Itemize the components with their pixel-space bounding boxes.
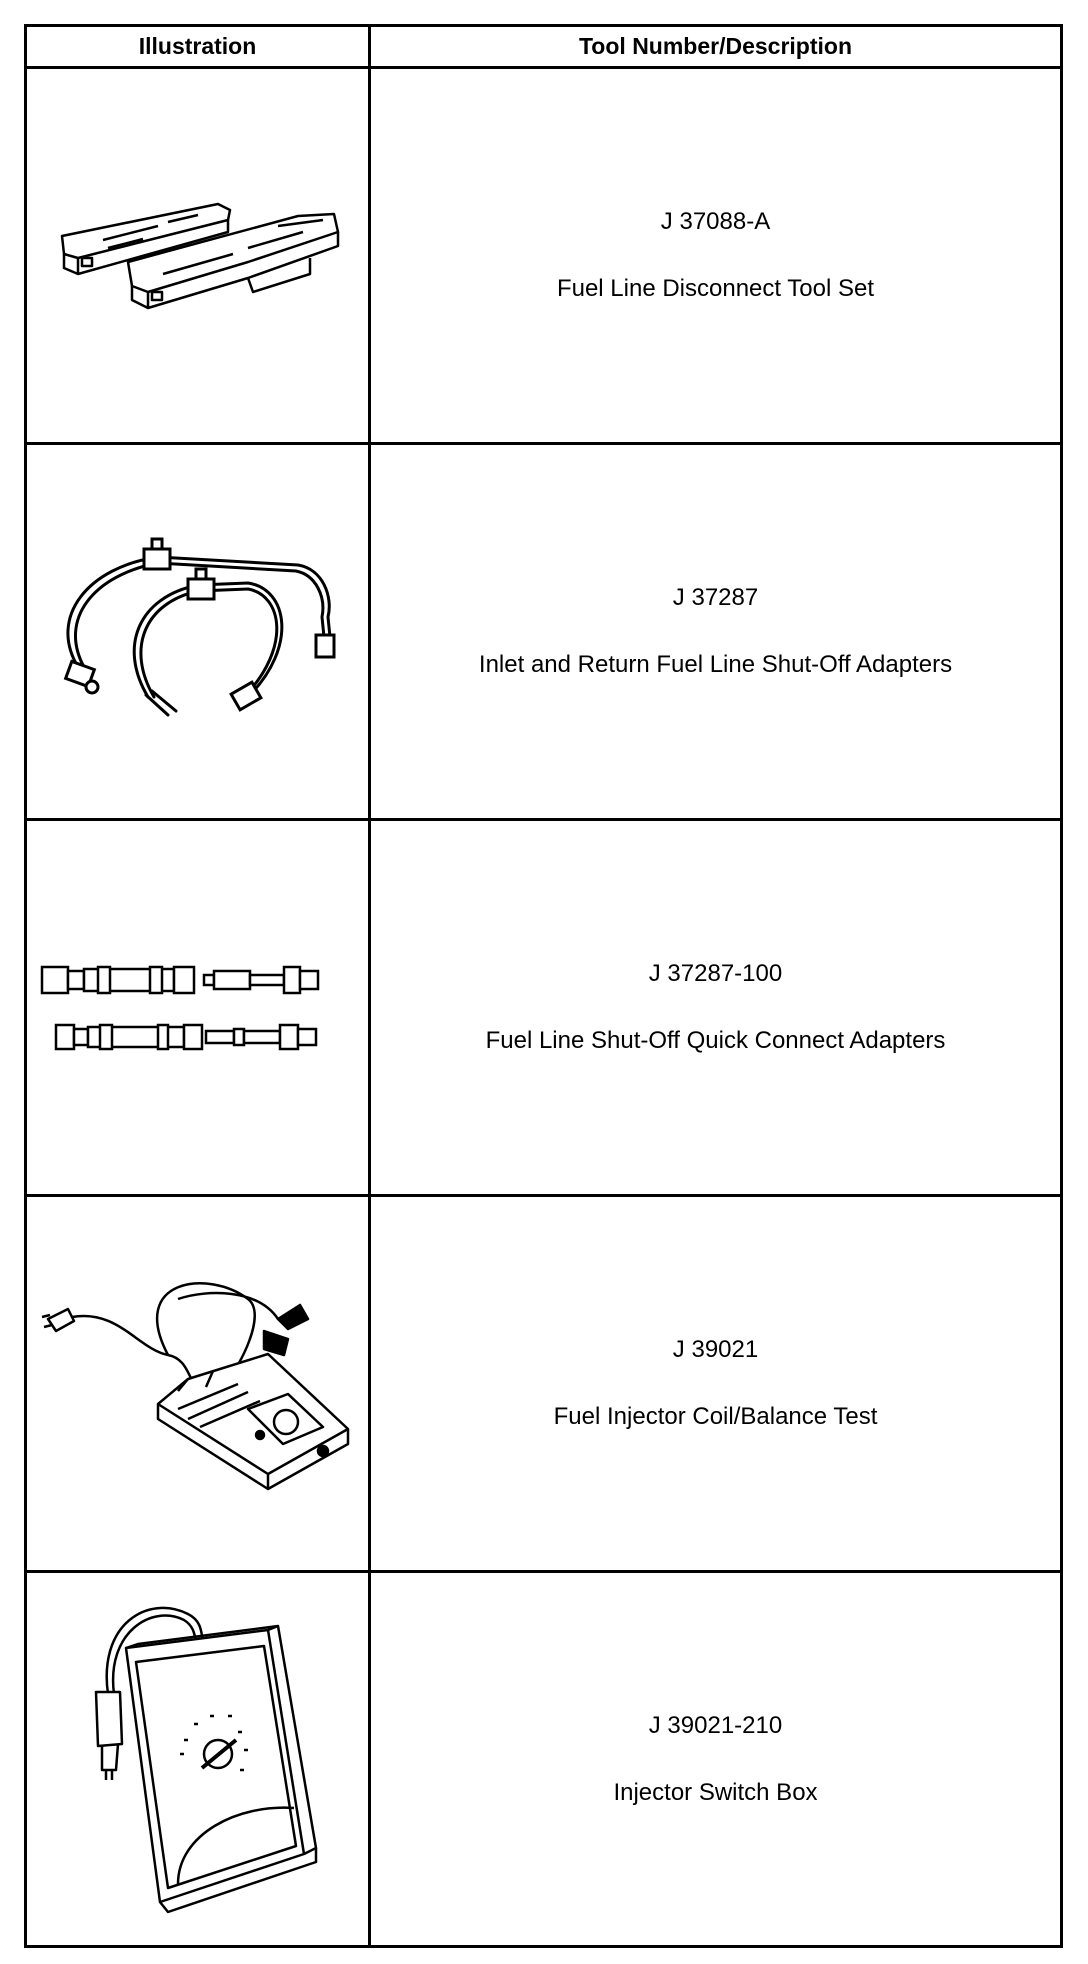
description-cell xyxy=(370,1572,1062,1947)
description-cell xyxy=(370,444,1062,820)
header-tool-description: Tool Number/Description xyxy=(370,26,1062,68)
table-row xyxy=(26,1572,1062,1947)
table-row xyxy=(26,68,1062,444)
disconnect-tool-set-illustration xyxy=(48,196,348,316)
tool-description: Fuel Line Shut-Off Quick Connect Adapters xyxy=(485,1027,946,1054)
tool-description: Fuel Line Disconnect Tool Set xyxy=(556,275,875,302)
tool-description: Fuel Injector Coil/Balance Test xyxy=(553,1403,878,1430)
description-cell xyxy=(370,68,1062,444)
injector-tester-illustration xyxy=(38,1259,358,1509)
quick-connect-adapters-illustration xyxy=(38,953,358,1063)
illustration-cell xyxy=(26,1196,370,1572)
header-illustration: Illustration xyxy=(26,26,370,68)
illustration-cell xyxy=(26,68,370,444)
tool-number: J 37287-100 xyxy=(648,960,783,987)
illustration-cell xyxy=(26,820,370,1196)
table-row xyxy=(26,1196,1062,1572)
table-row xyxy=(26,820,1062,1196)
tool-number: J 39021 xyxy=(672,1336,759,1363)
illustration-cell xyxy=(26,444,370,820)
tool-table xyxy=(24,24,1063,1948)
header-row xyxy=(26,26,1062,68)
table-row xyxy=(26,444,1062,820)
tool-number: J 37088-A xyxy=(660,208,771,235)
injector-switch-box-illustration xyxy=(68,1584,328,1934)
description-cell xyxy=(370,820,1062,1196)
tool-description: Injector Switch Box xyxy=(613,1778,818,1806)
tool-number: J 39021-210 xyxy=(648,1711,783,1739)
illustration-cell xyxy=(26,1572,370,1947)
tool-description: Inlet and Return Fuel Line Shut-Off Adapters xyxy=(478,651,953,678)
description-cell xyxy=(370,1196,1062,1572)
tool-number: J 37287 xyxy=(672,584,759,611)
shut-off-adapters-hoses-illustration xyxy=(48,537,348,727)
